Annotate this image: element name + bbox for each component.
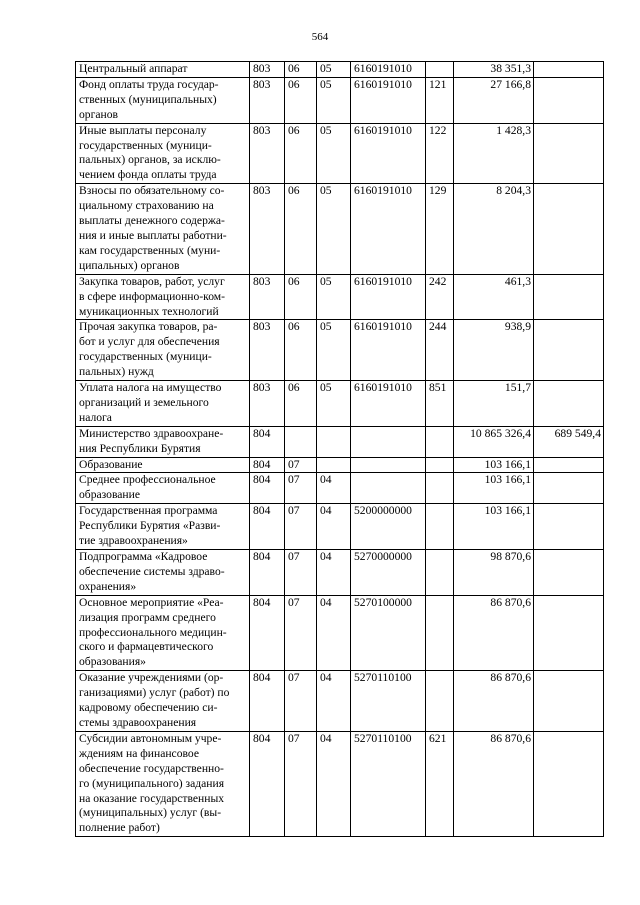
section-cell: 06 (285, 77, 317, 123)
name-cell (76, 274, 250, 320)
table-row (76, 426, 604, 457)
amount2-cell (534, 320, 604, 381)
name-cell (76, 62, 250, 78)
table-row (76, 504, 604, 550)
subsection-cell (317, 426, 351, 457)
name-line: Образование (79, 457, 143, 471)
name-line: пальных) нужд (79, 365, 154, 379)
name-line: Фонд оплаты труда государ- (79, 77, 219, 91)
subsection-cell: 05 (317, 320, 351, 381)
ved-cell: 803 (250, 184, 285, 274)
amount-cell: 103 166,1 (454, 457, 534, 473)
ved-cell: 804 (250, 671, 285, 732)
section-cell: 06 (285, 381, 317, 427)
section-cell: 07 (285, 731, 317, 836)
subsection-cell: 04 (317, 550, 351, 596)
target-code-cell: 5270110100 (351, 671, 426, 732)
name-line: кадровому обеспечению си- (79, 701, 218, 715)
name-line: выплаты денежного содержа- (79, 214, 225, 228)
amount2-cell (534, 504, 604, 550)
name-line: Государственная программа (79, 504, 218, 518)
table-row (76, 184, 604, 274)
ved-cell: 803 (250, 62, 285, 78)
name-line: профессионального медицин- (79, 625, 227, 639)
name-line: Прочая закупка товаров, ра- (79, 320, 218, 334)
target-code-cell: 6160191010 (351, 274, 426, 320)
budget-table (75, 61, 604, 837)
name-line: кам государственных (муни- (79, 243, 221, 257)
amount2-cell (534, 184, 604, 274)
name-line: охранения» (79, 579, 137, 593)
amount-cell: 38 351,3 (454, 62, 534, 78)
target-code-cell (351, 457, 426, 473)
expense-type-cell: 242 (426, 274, 454, 320)
expense-type-cell (426, 550, 454, 596)
name-line: налога (79, 410, 112, 424)
ved-cell: 804 (250, 473, 285, 504)
section-cell: 06 (285, 123, 317, 184)
section-cell: 07 (285, 550, 317, 596)
ved-cell: 804 (250, 504, 285, 550)
amount2-cell (534, 473, 604, 504)
name-line: обеспечение системы здраво- (79, 564, 225, 578)
table-body (76, 62, 604, 837)
expense-type-cell: 851 (426, 381, 454, 427)
name-line: обеспечение государственно- (79, 761, 224, 775)
name-line: Подпрограмма «Кадровое (79, 550, 208, 563)
section-cell: 07 (285, 671, 317, 732)
table-row (76, 320, 604, 381)
section-cell: 07 (285, 457, 317, 473)
section-cell: 06 (285, 62, 317, 78)
name-line: организаций и земельного (79, 395, 209, 409)
amount-cell: 86 870,6 (454, 671, 534, 732)
name-line: образование (79, 488, 140, 502)
name-line: бот и услуг для обеспечения (79, 335, 220, 349)
name-line: (муниципальных) услуг (вы- (79, 806, 222, 820)
table-row (76, 595, 604, 671)
name-cell (76, 77, 250, 123)
name-line: ганизациями) услуг (работ) по (79, 686, 230, 700)
subsection-cell: 04 (317, 504, 351, 550)
amount-cell: 86 870,6 (454, 595, 534, 671)
amount2-cell (534, 62, 604, 78)
name-line: Центральный аппарат (79, 62, 188, 75)
ved-cell: 803 (250, 77, 285, 123)
name-line: циальному страхованию на (79, 199, 214, 213)
name-line: ственных (муниципальных) (79, 92, 217, 106)
amount-cell: 461,3 (454, 274, 534, 320)
name-line: государственных (муници- (79, 138, 212, 152)
target-code-cell (351, 473, 426, 504)
expense-type-cell: 244 (426, 320, 454, 381)
page-number: 564 (311, 31, 329, 43)
name-line: тие здравоохранения» (79, 534, 188, 548)
table-row (76, 77, 604, 123)
table-row (76, 473, 604, 504)
amount2-cell (534, 274, 604, 320)
expense-type-cell (426, 457, 454, 473)
name-cell (76, 320, 250, 381)
name-cell (76, 184, 250, 274)
name-line: муникационных технологий (79, 304, 219, 318)
subsection-cell: 05 (317, 62, 351, 78)
name-cell (76, 504, 250, 550)
name-line: пальных) органов, за исклю- (79, 153, 221, 167)
name-cell (76, 550, 250, 596)
name-line: Уплата налога на имущество (79, 381, 222, 395)
amount-cell: 10 865 326,4 (454, 426, 534, 457)
name-cell (76, 123, 250, 184)
target-code-cell: 6160191010 (351, 184, 426, 274)
target-code-cell: 6160191010 (351, 320, 426, 381)
section-cell: 07 (285, 473, 317, 504)
table-row (76, 62, 604, 78)
name-line: государственных (муници- (79, 350, 212, 364)
target-code-cell: 6160191010 (351, 123, 426, 184)
expense-type-cell: 121 (426, 77, 454, 123)
ved-cell: 803 (250, 274, 285, 320)
amount2-cell (534, 671, 604, 732)
amount-cell: 103 166,1 (454, 504, 534, 550)
target-code-cell: 6160191010 (351, 77, 426, 123)
expense-type-cell (426, 426, 454, 457)
expense-type-cell: 621 (426, 731, 454, 836)
section-cell: 06 (285, 320, 317, 381)
name-line: ского и фармацевтического (79, 640, 214, 654)
expense-type-cell (426, 473, 454, 504)
subsection-cell (317, 457, 351, 473)
name-line: Взносы по обязательному со- (79, 184, 225, 198)
ved-cell: 803 (250, 320, 285, 381)
section-cell (285, 426, 317, 457)
subsection-cell: 05 (317, 77, 351, 123)
name-line: на оказание государственных (79, 791, 225, 805)
target-code-cell: 5270110100 (351, 731, 426, 836)
ved-cell: 803 (250, 123, 285, 184)
subsection-cell: 05 (317, 381, 351, 427)
table-row (76, 671, 604, 732)
target-code-cell: 5270100000 (351, 595, 426, 671)
subsection-cell: 04 (317, 595, 351, 671)
subsection-cell: 05 (317, 274, 351, 320)
name-line: Среднее профессиональное (79, 473, 216, 487)
name-line: Субсидии автономным учре- (79, 731, 222, 745)
subsection-cell: 04 (317, 671, 351, 732)
expense-type-cell: 122 (426, 123, 454, 184)
section-cell: 06 (285, 184, 317, 274)
section-cell: 07 (285, 504, 317, 550)
name-line: го (муниципального) задания (79, 776, 225, 790)
target-code-cell: 6160191010 (351, 381, 426, 427)
name-line: лизация программ среднего (79, 610, 216, 624)
target-code-cell (351, 426, 426, 457)
amount2-cell (534, 595, 604, 671)
name-line: ния и иные выплаты работни- (79, 228, 227, 242)
amount-cell: 27 166,8 (454, 77, 534, 123)
table-row (76, 550, 604, 596)
amount-cell: 8 204,3 (454, 184, 534, 274)
name-cell (76, 426, 250, 457)
name-line: ждениям на финансовое (79, 746, 199, 760)
expense-type-cell (426, 595, 454, 671)
ved-cell: 804 (250, 731, 285, 836)
name-line: стемы здравоохранения (79, 715, 197, 729)
ved-cell: 804 (250, 426, 285, 457)
amount-cell: 98 870,6 (454, 550, 534, 596)
amount2-cell (534, 550, 604, 596)
expense-type-cell: 129 (426, 184, 454, 274)
target-code-cell: 5270000000 (351, 550, 426, 596)
name-line: в сфере информационно-ком- (79, 289, 225, 303)
ved-cell: 804 (250, 595, 285, 671)
section-cell: 06 (285, 274, 317, 320)
name-line: Основное мероприятие «Реа- (79, 595, 224, 609)
name-line: полнение работ) (79, 821, 160, 835)
subsection-cell: 05 (317, 123, 351, 184)
table-row (76, 123, 604, 184)
name-line: органов (79, 107, 118, 121)
name-cell (76, 381, 250, 427)
name-cell (76, 731, 250, 836)
name-line: чением фонда оплаты труда (79, 168, 217, 182)
name-line: Министерство здравоохране- (79, 426, 224, 440)
amount-cell: 1 428,3 (454, 123, 534, 184)
target-code-cell: 6160191010 (351, 62, 426, 78)
amount2-cell (534, 77, 604, 123)
ved-cell: 803 (250, 381, 285, 427)
table-row (76, 457, 604, 473)
name-line: Иные выплаты персоналу (79, 123, 207, 137)
name-cell (76, 473, 250, 504)
name-line: Оказание учреждениями (ор- (79, 671, 224, 685)
amount2-cell (534, 123, 604, 184)
subsection-cell: 04 (317, 473, 351, 504)
table-row (76, 274, 604, 320)
expense-type-cell (426, 504, 454, 550)
table-row (76, 731, 604, 836)
amount2-cell (534, 731, 604, 836)
table-row (76, 381, 604, 427)
amount2-cell (534, 457, 604, 473)
name-line: ципальных) органов (79, 258, 180, 272)
section-cell: 07 (285, 595, 317, 671)
name-line: Республики Бурятия «Разви- (79, 519, 221, 533)
amount-cell: 151,7 (454, 381, 534, 427)
name-cell (76, 457, 250, 473)
amount-cell: 938,9 (454, 320, 534, 381)
expense-type-cell (426, 62, 454, 78)
name-line: образования» (79, 655, 146, 669)
name-cell (76, 671, 250, 732)
target-code-cell: 5200000000 (351, 504, 426, 550)
name-line: ния Республики Бурятия (79, 441, 201, 455)
name-cell (76, 595, 250, 671)
amount-cell: 86 870,6 (454, 731, 534, 836)
amount-cell: 103 166,1 (454, 473, 534, 504)
name-line: Закупка товаров, работ, услуг (79, 274, 225, 288)
subsection-cell: 04 (317, 731, 351, 836)
expense-type-cell (426, 671, 454, 732)
amount2-cell (534, 381, 604, 427)
ved-cell: 804 (250, 457, 285, 473)
subsection-cell: 05 (317, 184, 351, 274)
amount2-cell: 689 549,4 (534, 426, 604, 457)
ved-cell: 804 (250, 550, 285, 596)
